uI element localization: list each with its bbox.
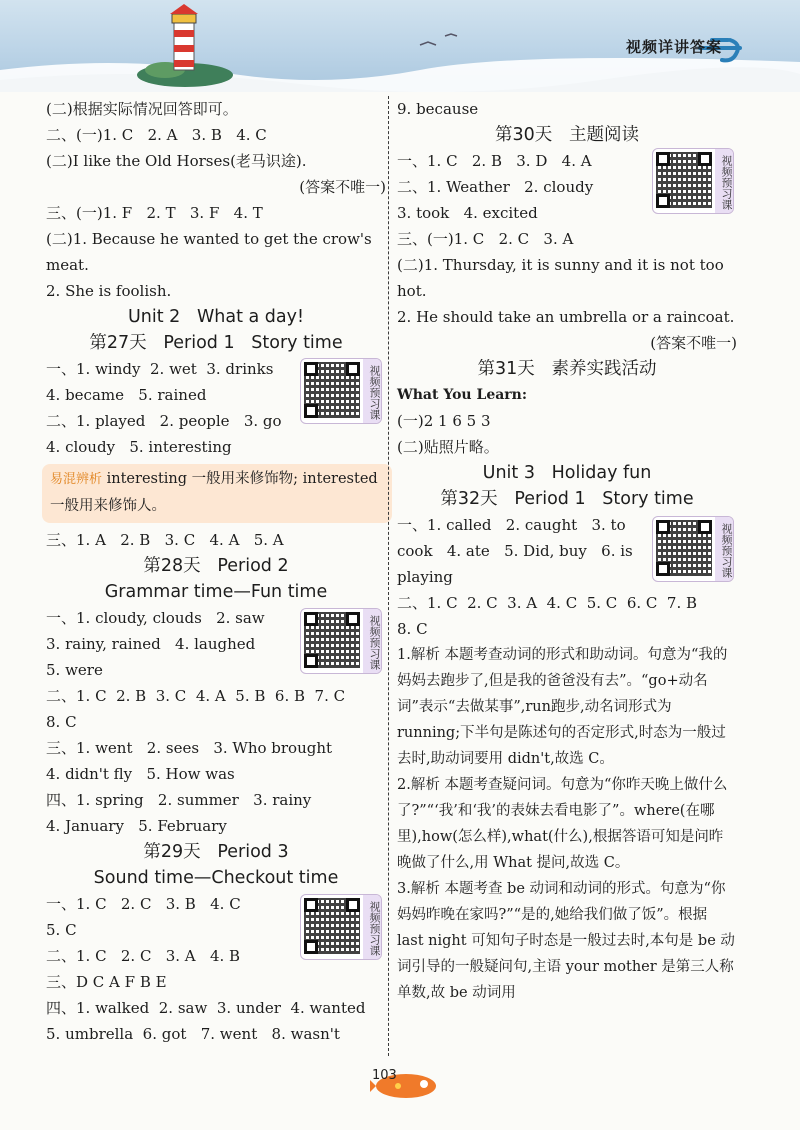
answer-line: 三、1. A 2. B 3. C 4. A 5. A xyxy=(46,531,284,549)
answer-line: (二)1. Thursday, it is sunny and it is not too xyxy=(397,256,724,274)
explanation-number: 1. xyxy=(397,647,411,663)
explanation-item xyxy=(397,642,737,772)
answer-line: 一、1. windy 2. wet 3. drinks xyxy=(46,360,274,378)
explanation-text: 解析 本题考查疑问词。句意为“你昨天晚上做什么了?”“‘我’和‘我’的表妹去看电影了”。where(在哪里),how(怎么样),what(什么),根据答语可知是问昨晚做了什么,用 What 提问,故选 C。 xyxy=(397,777,728,871)
answer-line: cook 4. ate 5. Did, buy 6. is xyxy=(397,542,633,560)
section-heading: Unit 3 Holiday fun xyxy=(482,463,652,483)
answer-line: 一、1. called 2. caught 3. to xyxy=(397,516,626,534)
header-title: 视频详讲答案 xyxy=(625,38,722,56)
answer-line: 3. rainy, rained 4. laughed xyxy=(46,635,256,653)
note-line: (答案不唯一) xyxy=(650,334,737,352)
answer-line: meat. xyxy=(46,256,89,274)
note-line: (答案不唯一) xyxy=(299,178,386,196)
qr-code-day29[interactable] xyxy=(300,894,382,960)
section-heading: 第32天 Period 1 Story time xyxy=(440,489,694,509)
answer-line: 二、1. C 2. C 3. A 4. B xyxy=(46,947,241,965)
explanation-item xyxy=(397,876,737,1006)
answer-line: (二)1. Because he wanted to get the crow's xyxy=(46,230,372,248)
qr-label: 视频预习课 xyxy=(363,359,381,423)
page-header xyxy=(0,0,800,92)
answer-line: 8. C xyxy=(46,713,77,731)
answer-line: (一)2 1 6 5 3 xyxy=(397,412,491,430)
tip-box xyxy=(42,464,392,523)
answer-line: 二、1. C 2. C 3. A 4. C 5. C 6. C 7. B xyxy=(397,594,698,612)
column-divider xyxy=(388,96,389,1056)
qr-label: 视频预习课 xyxy=(715,517,733,581)
answer-line: 5. umbrella 6. got 7. went 8. wasn't xyxy=(46,1025,340,1043)
section-heading: Sound time—Checkout time xyxy=(93,868,339,888)
section-heading: Grammar time—Fun time xyxy=(104,582,328,602)
qr-label: 视频预习课 xyxy=(715,149,733,213)
section-heading: 第28天 Period 2 xyxy=(143,556,289,576)
answer-line: 三、(一)1. F 2. T 3. F 4. T xyxy=(46,204,263,222)
answer-line: 二、1. played 2. people 3. go xyxy=(46,412,282,430)
answer-line: 4. became 5. rained xyxy=(46,386,207,404)
qr-label: 视频预习课 xyxy=(363,895,381,959)
answer-line: 5. C xyxy=(46,921,77,939)
explanation-text: 解析 本题考查 be 动词和动词的形式。句意为“你妈妈昨晚在家吗?”“是的,她给我们做了饭”。根据 last night 可知句子时态是一般过去时,本句是 be 动词引导的一般疑问句,主语 your mother 是第三人称单数,故 be 动词用 xyxy=(397,881,735,1001)
qr-code-day28[interactable] xyxy=(300,608,382,674)
answer-line: 三、1. went 2. sees 3. Who brought xyxy=(46,739,333,757)
qr-label: 视频预习课 xyxy=(363,609,381,673)
qr-code-day27[interactable] xyxy=(300,358,382,424)
answer-line: 2. She is foolish. xyxy=(46,282,172,300)
answer-line: 四、1. spring 2. summer 3. rainy xyxy=(46,791,312,809)
answer-line: 三、D C A F B E xyxy=(46,973,167,991)
answer-line: 3. took 4. excited xyxy=(397,204,538,222)
answer-line: (二)根据实际情况回答即可。 xyxy=(46,100,238,118)
explanation-item xyxy=(397,772,737,876)
answer-line: 8. C xyxy=(397,620,428,638)
qr-code-day30[interactable] xyxy=(652,148,734,214)
answer-line: playing xyxy=(397,568,453,586)
answer-line: 2. He should take an umbrella or a raincoat. xyxy=(397,308,735,326)
explanation-number: 2. xyxy=(397,777,411,793)
answer-line: 4. cloudy 5. interesting xyxy=(46,438,232,456)
section-heading: Unit 2 What a day! xyxy=(127,307,305,327)
qr-code-day32[interactable] xyxy=(652,516,734,582)
section-heading: 第29天 Period 3 xyxy=(143,842,289,862)
section-heading: 第30天 主题阅读 xyxy=(495,125,639,145)
answer-line: 4. didn't fly 5. How was xyxy=(46,765,235,783)
answer-line: 四、1. walked 2. saw 3. under 4. wanted xyxy=(46,999,366,1017)
answer-line: (二)I like the Old Horses(老马识途). xyxy=(46,152,307,170)
answer-line: 三、(一)1. C 2. C 3. A xyxy=(397,230,574,248)
answer-line: 二、1. C 2. B 3. C 4. A 5. B 6. B 7. C xyxy=(46,687,346,705)
section-heading: 第27天 Period 1 Story time xyxy=(89,333,343,353)
answer-line: 一、1. C 2. C 3. B 4. C xyxy=(46,895,241,913)
tip-text: interesting 一般用来修饰物; interested 一般用来修饰人。 xyxy=(50,471,378,514)
answer-line: 一、1. C 2. B 3. D 4. A xyxy=(397,152,592,170)
answer-line: 一、1. cloudy, clouds 2. saw xyxy=(46,609,265,627)
explanation-text: 解析 本题考查动词的形式和助动词。句意为“我的妈妈去跑步了,但是我的爸爸没有去”。“go+动名词”表示“去做某事”,run跑步,动名词形式为 running;下半句是陈述句的否定形式,时态为一般过去时,助动词要用 didn't,故选 C。 xyxy=(397,647,728,767)
answer-line: 4. January 5. February xyxy=(46,817,227,835)
explanation-number: 3. xyxy=(397,881,411,897)
page-number: 103 xyxy=(372,1068,397,1083)
answer-line: 二、(一)1. C 2. A 3. B 4. C xyxy=(46,126,267,144)
answer-line: hot. xyxy=(397,282,427,300)
answer-line: 9. because xyxy=(397,100,479,118)
tip-tag: 易混辨析 xyxy=(50,472,103,487)
answer-line: What You Learn: xyxy=(397,387,528,403)
section-heading: 第31天 素养实践活动 xyxy=(477,359,657,379)
answer-line: 5. were xyxy=(46,661,103,679)
answer-line: (二)贴照片略。 xyxy=(397,438,499,456)
answer-line: 二、1. Weather 2. cloudy xyxy=(397,178,594,196)
